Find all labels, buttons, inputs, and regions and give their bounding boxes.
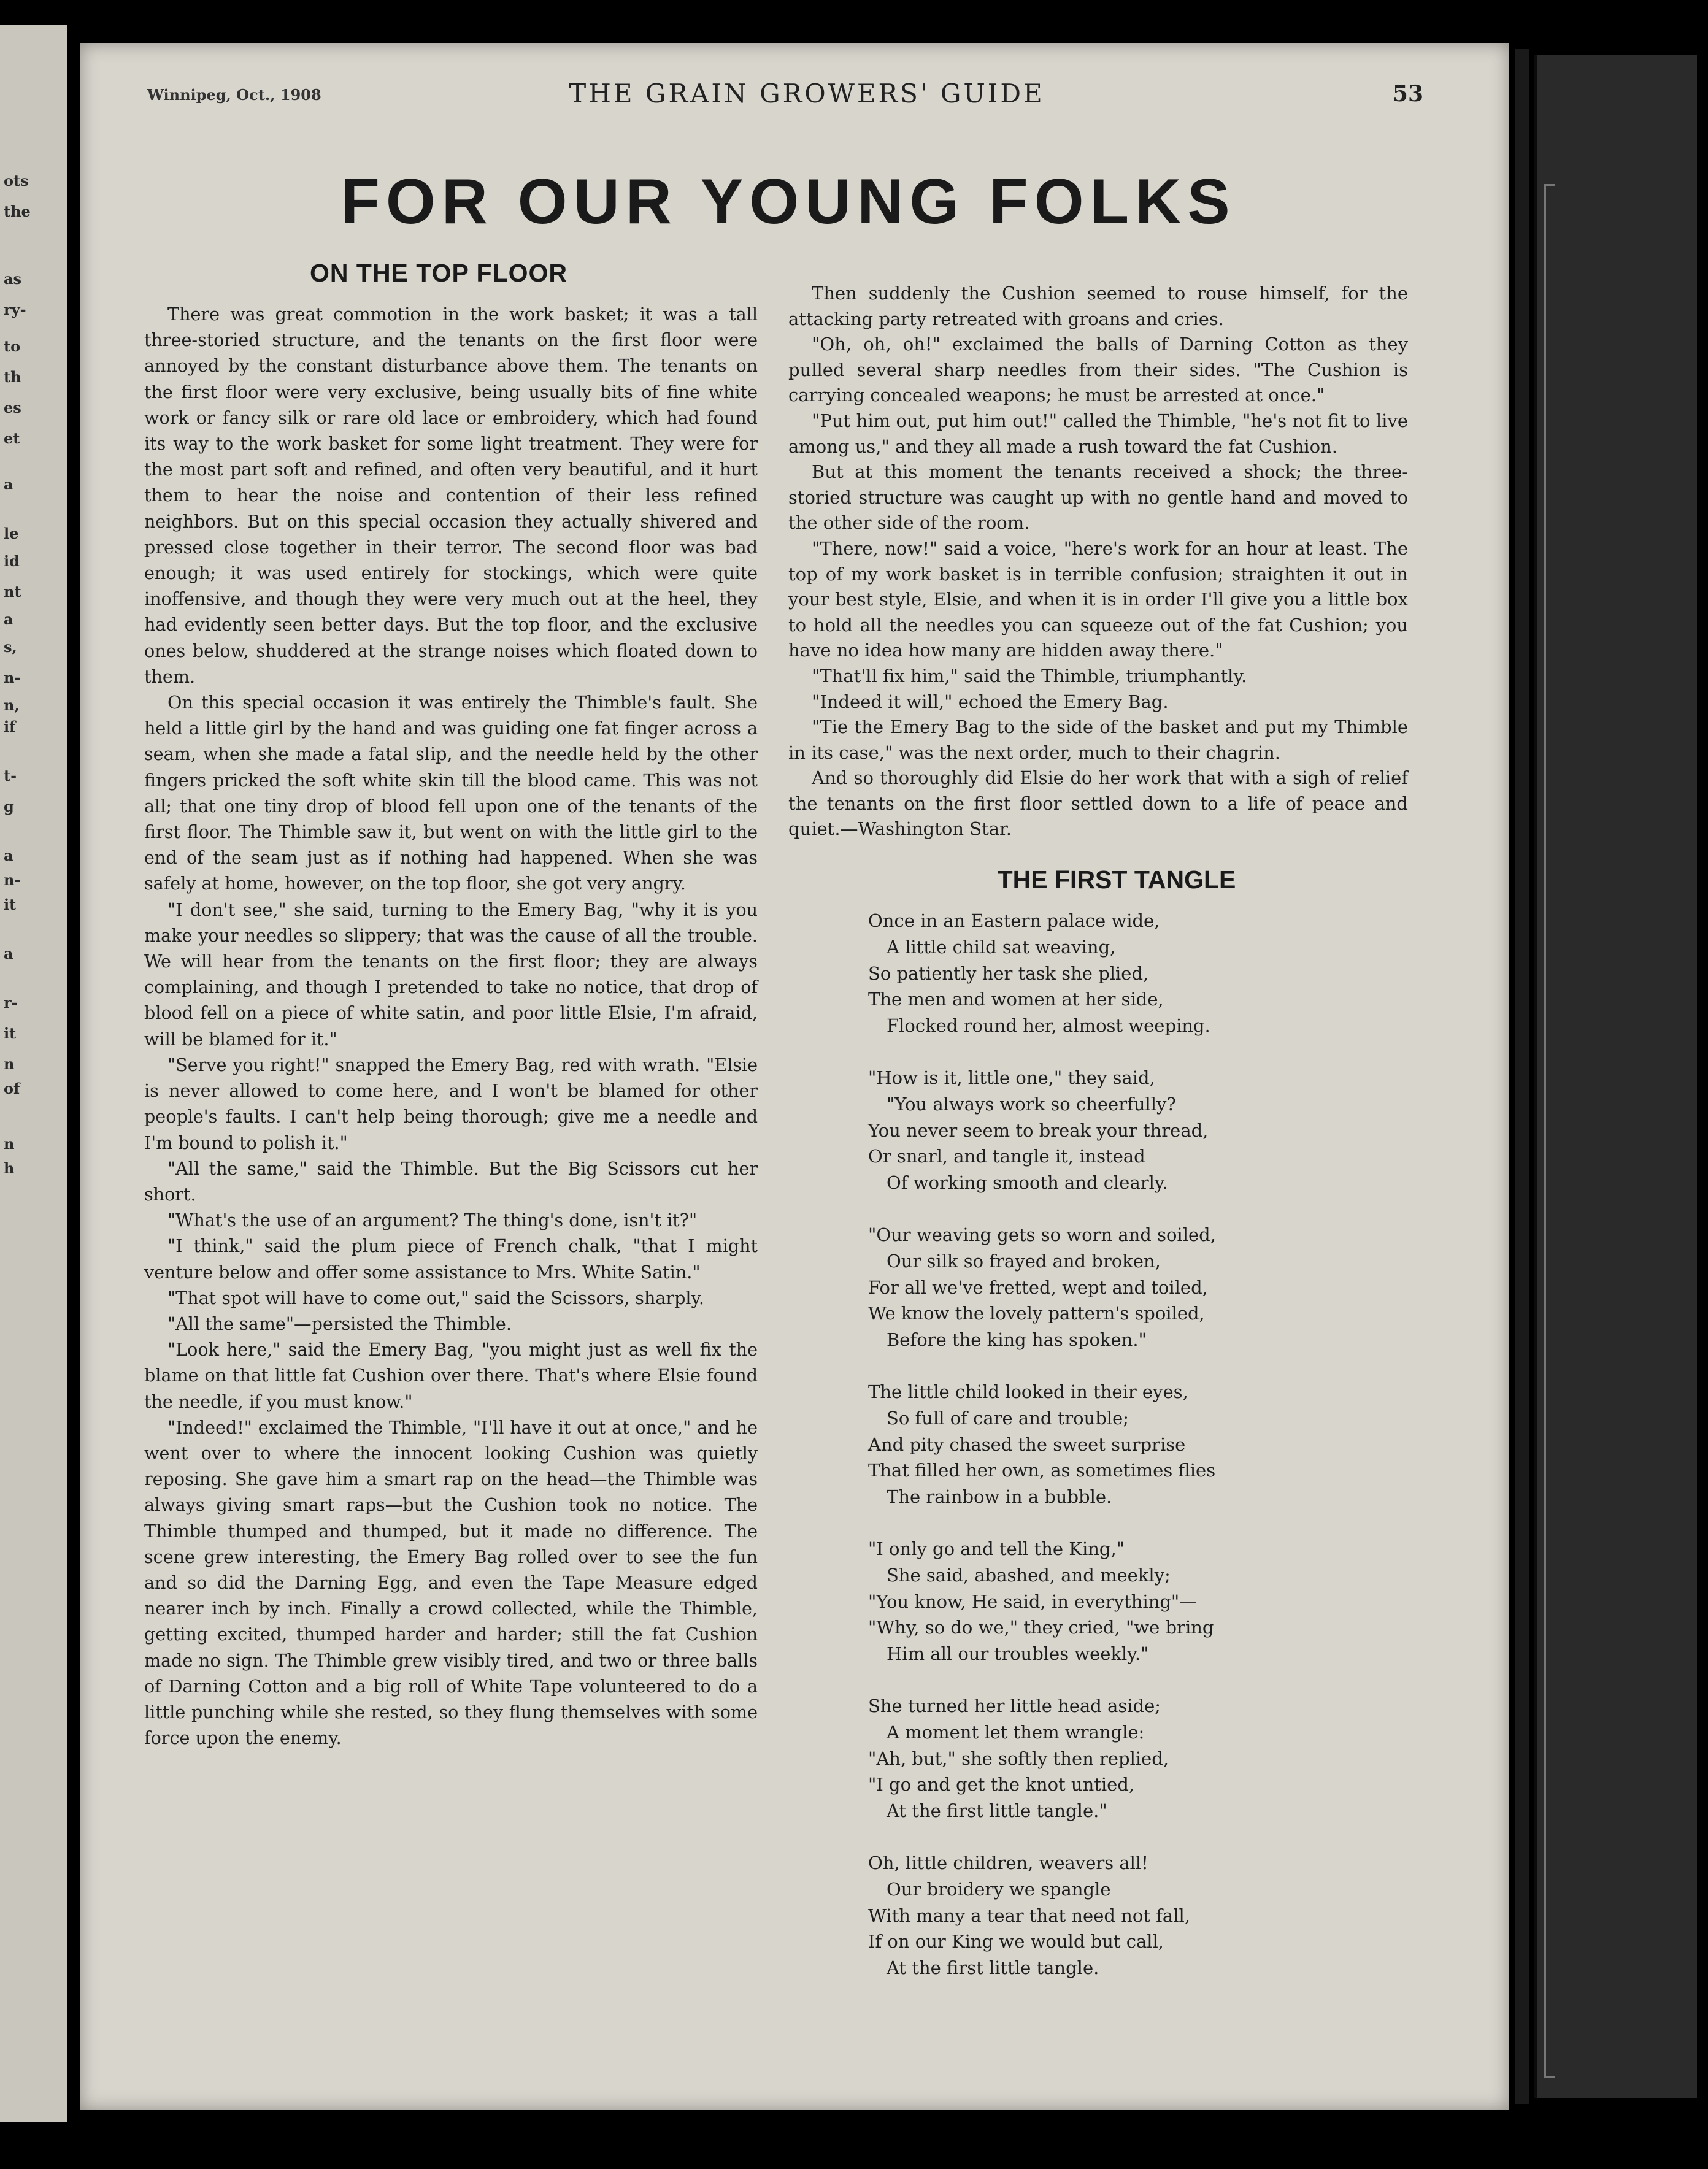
cover-rail <box>1544 184 1555 2078</box>
poem-body <box>868 908 1408 1981</box>
poem-line: We know the lovely pattern's spoiled, <box>868 1303 1205 1324</box>
poem-stanza <box>868 1222 1408 1353</box>
left-facing-page-edge <box>0 25 67 2122</box>
story-paragraph: There was great commotion in the work basket; it was a tall three-storied structure, and the tenants on the first floor were annoyed by the constant disturbance above them. The tenants on the first floor were very exclusive, being usually bits of fine white work or fancy silk or rare old lace or embroidery, which had found its way to the work basket for some light treatment. They were for the most part soft and refined, and often very beautiful, and it hurt them to hear the noise and contention of their less refined neighbors. But on this special occasion they actually shivered and pressed close together in their terror. The second floor was bad enough; it was used entirely for stockings, which were quite inoffensive, and though they were very much out at the heel, they had evidently seen better days. But the top floor, and the exclusive ones below, shuddered at the strange noises which floated down to them. <box>144 304 758 687</box>
facing-page-fragment: n <box>4 1135 15 1153</box>
poem-line: And pity chased the sweet surprise <box>868 1434 1186 1455</box>
poem-line: "I go and get the knot untied, <box>868 1774 1135 1795</box>
story-paragraph: "There, now!" said a voice, "here's work for an hour at least. The top of my work basket is in terrible confusion; straighten it out in your best style, Elsie, and when it is in order I'll give you a little box to hold all the needles you can squeeze out of the fat Cushion; you have no idea how many are hidden away there." <box>788 537 1408 661</box>
story-paragraph: "Put him out, put him out!" called the Thimble, "he's not fit to live among us," and they all made a rush toward the fat Cushion. <box>788 410 1408 457</box>
poem-line: "You know, He said, in everything"— <box>868 1591 1198 1612</box>
left-column <box>144 259 758 1751</box>
book-cover-board <box>1534 55 1697 2098</box>
poem-stanza <box>868 1536 1408 1667</box>
facing-page-fragment: th <box>4 368 21 386</box>
poem-line: Him all our troubles weekly." <box>887 1643 1149 1665</box>
header-date: Winnipeg, Oct., 1908 <box>147 86 321 104</box>
facing-page-fragment: it <box>4 1024 17 1042</box>
facing-page-fragment: h <box>4 1159 15 1177</box>
newspaper-page <box>80 43 1509 2110</box>
poem-stanza <box>868 908 1408 1039</box>
facing-page-fragment: n- <box>4 669 21 686</box>
story-paragraph: "I don't see," she said, turning to the Emery Bag, "why it is you make your needles so slippery; that was the cause of all the trouble. We will hear from the tenants on the first floor; they are always complaining, and though I pretended to take no notice, that drop of blood fell on a piece of white satin, and poor little Elsie, I'm afraid, will be blamed for it." <box>144 899 758 1050</box>
facing-page-fragment: n <box>4 1055 15 1073</box>
poem-line: The men and women at her side, <box>868 989 1164 1010</box>
story-paragraph: Then suddenly the Cushion seemed to rouse himself, for the attacking party retreated with groans and cries. <box>788 283 1408 329</box>
facing-page-fragment: t- <box>4 767 17 785</box>
right-column <box>788 281 1408 2007</box>
facing-page-fragment: to <box>4 337 21 355</box>
poem-line: Flocked round her, almost weeping. <box>887 1015 1210 1037</box>
poem-line: "How is it, little one," they said, <box>868 1067 1155 1089</box>
poem-line: She turned her little head aside; <box>868 1695 1161 1716</box>
facing-page-fragment: as <box>4 270 22 288</box>
facing-page-fragment: g <box>4 797 14 815</box>
poem-line: Of working smooth and clearly. <box>887 1172 1168 1194</box>
poem-line: So patiently her task she plied, <box>868 962 1149 984</box>
poem-line: "Our weaving gets so worn and soiled, <box>868 1224 1216 1246</box>
poem-stanza <box>868 1379 1408 1510</box>
story-paragraph: "Indeed it will," echoed the Emery Bag. <box>812 691 1169 712</box>
story-paragraph: "That spot will have to come out," said the Scissors, sharply. <box>167 1287 704 1308</box>
facing-page-fragment: a <box>4 475 13 493</box>
story-body-left <box>144 301 758 1751</box>
facing-page-fragment: the <box>4 202 31 220</box>
poem-line: She said, abashed, and meekly; <box>887 1564 1171 1586</box>
poem-line: Oh, little children, weavers all! <box>868 1852 1148 1873</box>
story-paragraph: "Look here," said the Emery Bag, "you might just as well fix the blame on that little fat Cushion over there. That's where Elsie found the needle, if you must know." <box>144 1339 758 1412</box>
facing-page-fragment: id <box>4 552 20 570</box>
poem-stanza <box>868 1850 1408 1981</box>
facing-page-fragment: if <box>4 718 16 735</box>
publication-title: THE GRAIN GROWERS' GUIDE <box>569 79 1045 109</box>
facing-page-fragment: n- <box>4 871 21 889</box>
story-paragraph: "What's the use of an argument? The thing's done, isn't it?" <box>167 1210 698 1231</box>
poem-line: Before the king has spoken." <box>887 1329 1147 1351</box>
story-paragraph: "All the same"—persisted the Thimble. <box>167 1313 512 1334</box>
poem-stanza <box>868 1693 1408 1824</box>
story-paragraph: And so thoroughly did Elsie do her work that with a sigh of relief the tenants on the first floor settled down to a life of peace and quiet.—Washington Star. <box>788 767 1408 840</box>
poem-line: So full of care and trouble; <box>887 1407 1129 1429</box>
story-title: ON THE TOP FLOOR <box>310 259 567 287</box>
facing-page-fragment: et <box>4 429 20 447</box>
facing-page-fragment: a <box>4 846 13 864</box>
poem-line: Our broidery we spangle <box>887 1878 1111 1900</box>
facing-page-fragment: of <box>4 1080 20 1097</box>
poem-line: Once in an Eastern palace wide, <box>868 910 1160 932</box>
facing-page-fragment: ry- <box>4 301 26 318</box>
poem-line: A little child sat weaving, <box>887 936 1116 958</box>
story-paragraph: On this special occasion it was entirely the Thimble's fault. She held a little girl by the hand and was guiding one fat finger across a seam, when she made a fatal slip, and the needle held by the other fingers pricked the soft white skin till the blood came. This was not all; that one tiny drop of blood fell upon one of the tenants of the first floor. The Thimble saw it, but went on with the little girl to the end of the seam just as if nothing had happened. When she was safely at home, however, on the top floor, she got very angry. <box>144 692 758 894</box>
running-header <box>147 79 1466 115</box>
poem-line: "Ah, but," she softly then replied, <box>868 1748 1169 1769</box>
poem-line: With many a tear that need not fall, <box>868 1905 1190 1926</box>
story-body-right <box>788 281 1408 842</box>
facing-page-fragment: le <box>4 524 19 542</box>
story-paragraph: "Oh, oh, oh!" exclaimed the balls of Darning Cotton as they pulled several sharp needles from their sides. "The Cushion is carrying concealed weapons; he must be arrested at once." <box>788 334 1408 406</box>
story-paragraph: "Indeed!" exclaimed the Thimble, "I'll have it out at once," and he went over to where the innocent looking Cushion was quietly reposing. She gave him a smart rap on the head—the Thimble was always giving smart raps—but the Cushion took no notice. The Thimble thumped and thumped, but it made no difference. The scene grew interesting, the Emery Bag rolled over to see the fun and so did the Darning Egg, and even the Tape Measure edged nearer inch by inch. Finally a crowd collected, while the Thimble, getting excited, thumped harder and harder; still the fat Cushion made no sign. The Thimble grew visibly tired, and two or three balls of Darning Cotton and a big roll of White Tape volunteered to do a little punching while she rested, so they flung themselves with some force upon the enemy. <box>144 1416 758 1749</box>
facing-page-fragment: es <box>4 399 21 417</box>
facing-page-fragment: n, <box>4 696 20 714</box>
story-paragraph: "Tie the Emery Bag to the side of the basket and put my Thimble in its case," was the next order, much to their chagrin. <box>788 716 1408 763</box>
story-paragraph: "Serve you right!" snapped the Emery Bag, red with wrath. "Elsie is never allowed to come here, and I won't be blamed for other people's faults. I can't help being thorough; give me a needle and I'm bound to polish it." <box>144 1054 758 1153</box>
poem-line: A moment let them wrangle: <box>887 1721 1145 1743</box>
facing-page-fragment: a <box>4 610 13 628</box>
story-paragraph: But at this moment the tenants received a shock; the three-storied structure was caught up with no gentle hand and moved to the other side of the room. <box>788 461 1408 534</box>
facing-page-fragment: a <box>4 945 13 962</box>
poem-line: "You always work so cheerfully? <box>887 1093 1176 1115</box>
section-title: FOR OUR YOUNG FOLKS <box>340 166 1236 237</box>
poem-title: THE FIRST TANGLE <box>997 866 1236 894</box>
poem-line: The rainbow in a bubble. <box>887 1486 1112 1508</box>
poem-line: You never seem to break your thread, <box>868 1119 1209 1141</box>
poem-line: At the first little tangle. <box>887 1957 1099 1979</box>
poem-line: "Why, so do we," they cried, "we bring <box>868 1617 1214 1638</box>
facing-page-fragment: s, <box>4 638 17 656</box>
poem-line: If on our King we would but call, <box>868 1931 1164 1952</box>
poem-line: That filled her own, as sometimes flies <box>868 1460 1216 1481</box>
poem-line: For all we've fretted, wept and toiled, <box>868 1276 1208 1298</box>
facing-page-fragment: nt <box>4 583 21 601</box>
poem-line: Or snarl, and tangle it, instead <box>868 1146 1145 1167</box>
poem-stanza <box>868 1065 1408 1196</box>
facing-page-fragment: r- <box>4 994 18 1012</box>
poem-line: The little child looked in their eyes, <box>868 1381 1188 1403</box>
story-paragraph: "That'll fix him," said the Thimble, triumphantly. <box>812 665 1247 686</box>
story-paragraph: "I think," said the plum piece of French chalk, "that I might venture below and offer some assistance to Mrs. White Satin." <box>144 1235 758 1283</box>
binding-edge <box>1515 49 1529 2104</box>
page-number: 53 <box>1392 81 1423 107</box>
poem-line: "I only go and tell the King," <box>868 1538 1125 1559</box>
poem-line: At the first little tangle." <box>887 1800 1107 1822</box>
facing-page-fragment: ots <box>4 172 29 190</box>
story-paragraph: "All the same," said the Thimble. But the Big Scissors cut her short. <box>144 1157 758 1205</box>
facing-page-fragment: it <box>4 896 17 913</box>
poem-line: Our silk so frayed and broken, <box>887 1250 1161 1272</box>
